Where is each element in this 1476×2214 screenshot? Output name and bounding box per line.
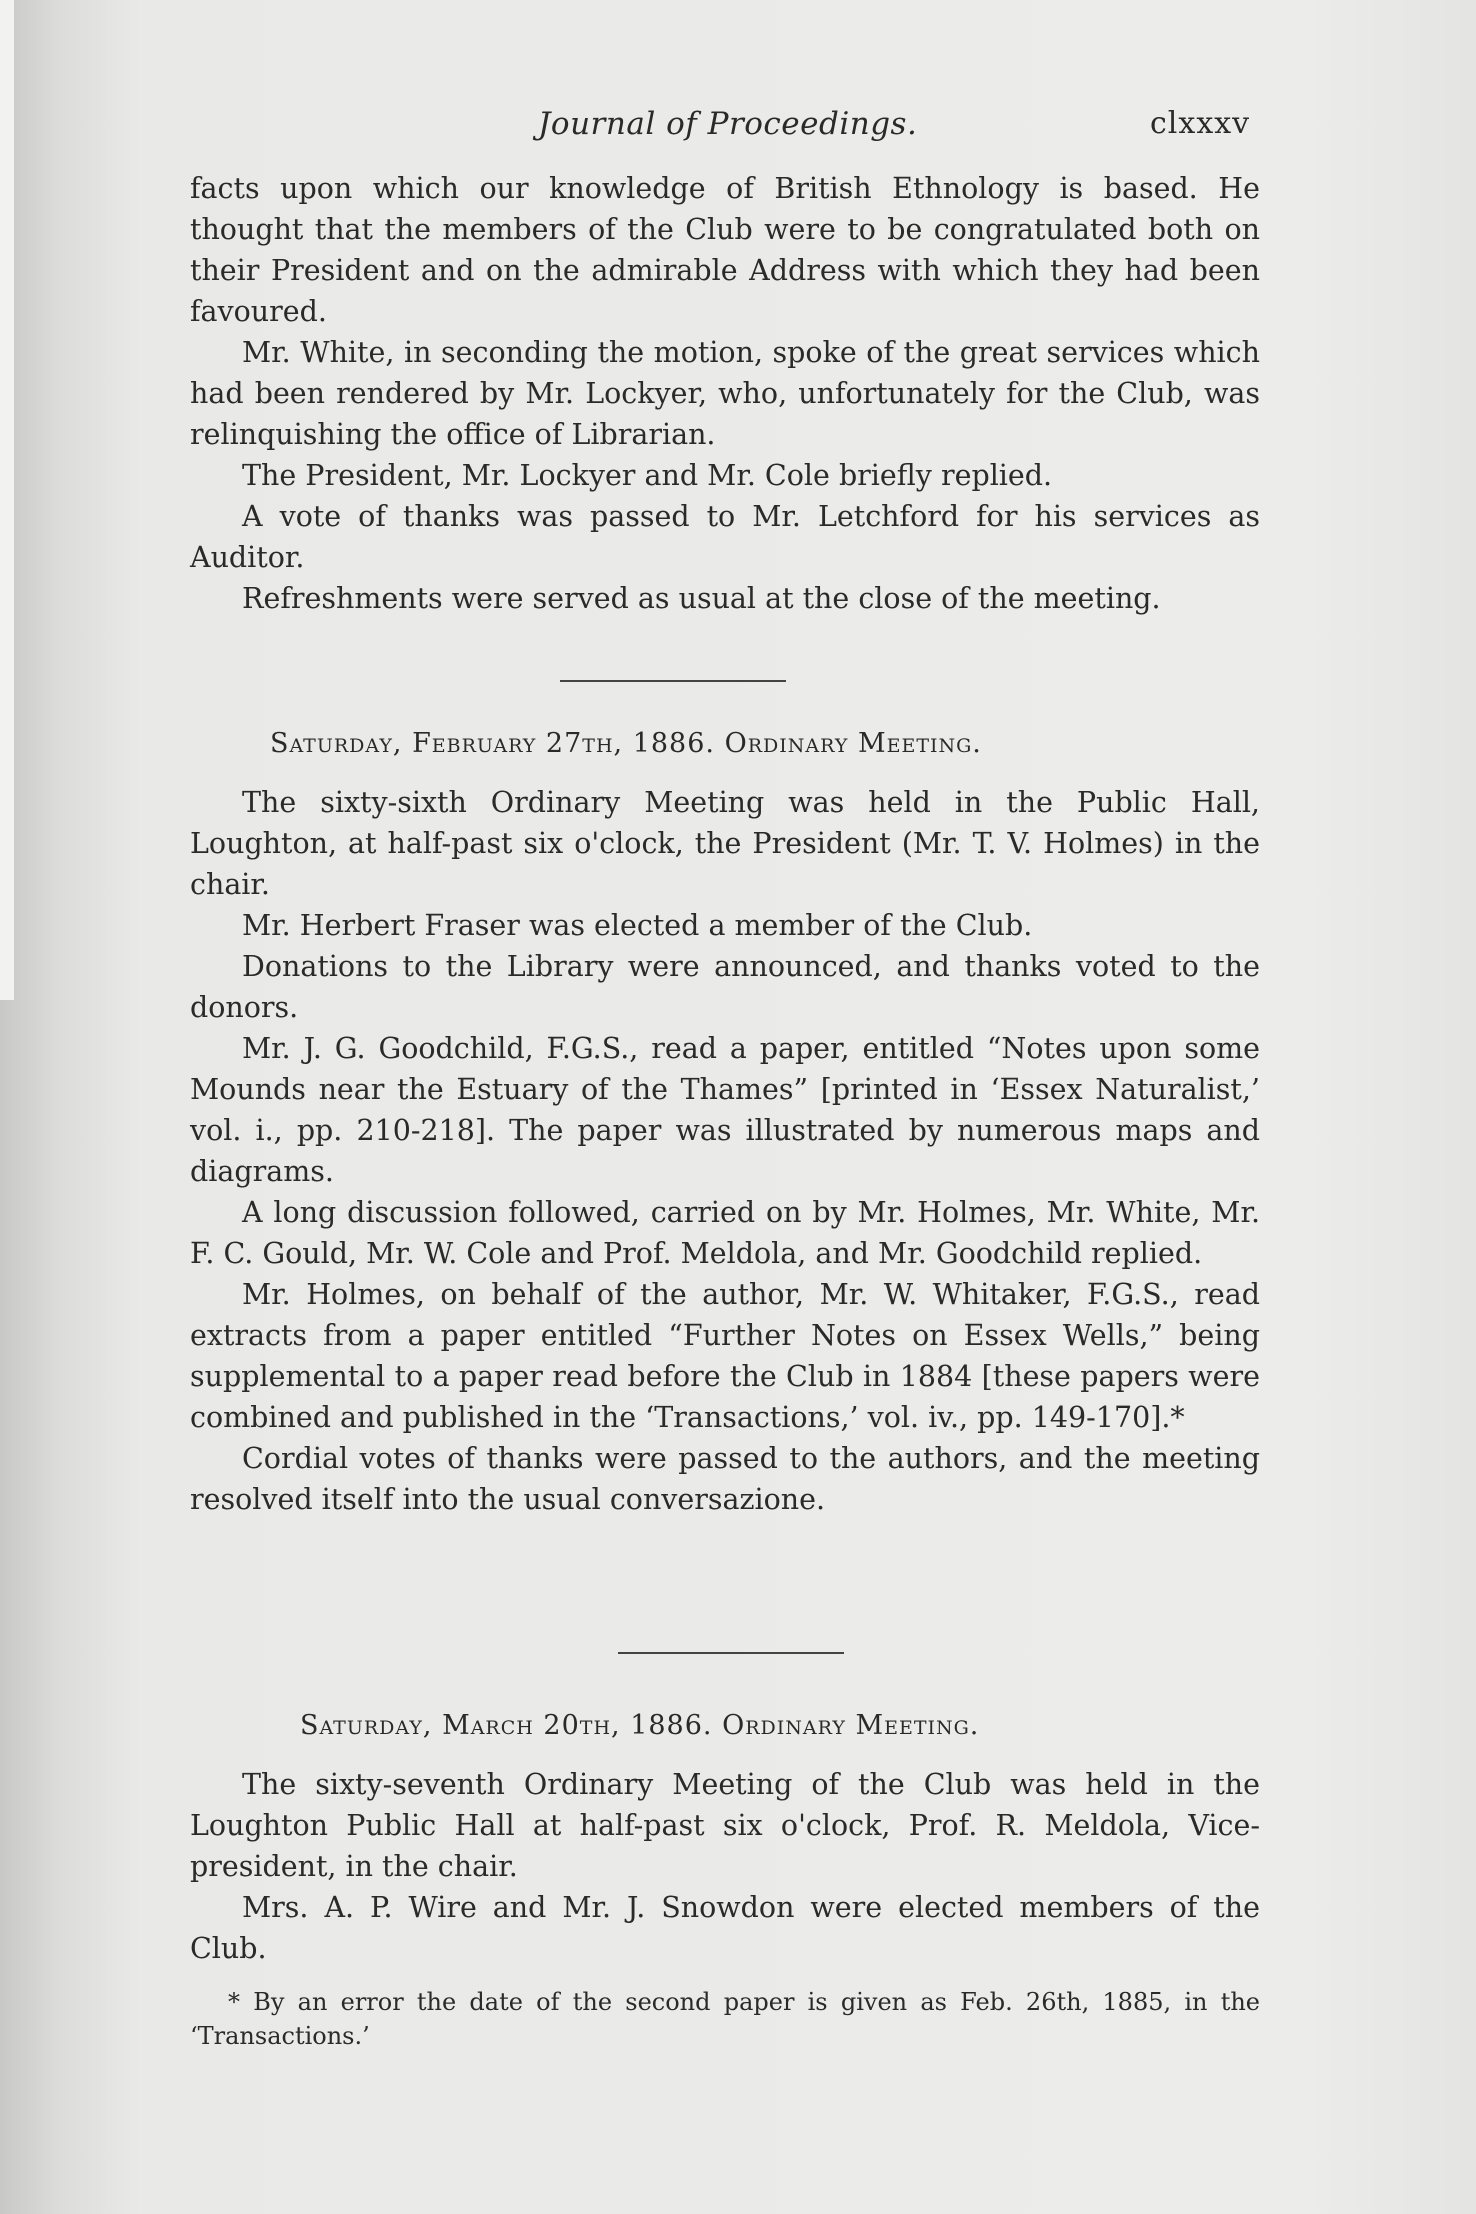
page-number: clxxxv (1150, 106, 1251, 141)
paragraph: Mr. J. G. Goodchild, F.G.S., read a paper, entitled “Notes upon some Mounds near the Estuary of the Thames” [printed in ‘Essex Naturalist,’ vol. i., pp. 210-218]. The paper was illustrated by numerous maps and diagrams. (190, 1032, 1260, 1188)
paragraph: Mr. Holmes, on behalf of the author, Mr. W. Whitaker, F.G.S., read extracts from a paper entitled “Further Notes on Essex Wells,” being supplemental to a paper read before the Club in 1884 [these papers were combined and published in the ‘Transactions,’ vol. iv., pp. 149-170].* (190, 1278, 1260, 1434)
footnote (190, 1985, 1260, 2053)
meeting-heading: Saturday, March 20th, 1886. Ordinary Meeting. (300, 1710, 980, 1741)
paragraph: Refreshments were served as usual at the close of the meeting. (242, 582, 1161, 615)
section-divider (618, 1652, 844, 1654)
paragraph: A long discussion followed, carried on by Mr. Holmes, Mr. White, Mr. F. C. Gould, Mr. W. Cole and Prof. Meldola, and Mr. Goodchild replied. (190, 1196, 1260, 1270)
paragraph: Donations to the Library were announced, and thanks voted to the donors. (190, 950, 1260, 1024)
page-header (0, 100, 1476, 150)
paragraph: The President, Mr. Lockyer and Mr. Cole briefly replied. (242, 459, 1053, 492)
paragraph: facts upon which our knowledge of British Ethnology is based. He thought that the members of the Club were to be congratulated both on their President and on the admirable Address with which they had been favoured. (190, 172, 1260, 328)
paragraph: A vote of thanks was passed to Mr. Letchford for his services as Auditor. (190, 500, 1260, 574)
section-continued-text (190, 168, 1260, 619)
running-title: Journal of Proceedings. (538, 106, 918, 142)
meeting-heading: Saturday, February 27th, 1886. Ordinary Meeting. (270, 728, 982, 759)
paragraph: The sixty-seventh Ordinary Meeting of the Club was held in the Loughton Public Hall at half-past six o'clock, Prof. R. Meldola, Vice-president, in the chair. (190, 1768, 1260, 1883)
meeting-march-text (190, 1764, 1260, 1969)
page-edge (0, 0, 14, 1000)
paragraph: Cordial votes of thanks were passed to the authors, and the meeting resolved itself into the usual conversazione. (190, 1442, 1260, 1516)
footnote-text: * By an error the date of the second paper is given as Feb. 26th, 1885, in the ‘Transactions.’ (190, 1988, 1260, 2050)
paragraph: The sixty-sixth Ordinary Meeting was held in the Public Hall, Loughton, at half-past six o'clock, the President (Mr. T. V. Holmes) in the chair. (190, 786, 1260, 901)
section-divider (560, 680, 786, 682)
meeting-february-text (190, 782, 1260, 1520)
paragraph: Mrs. A. P. Wire and Mr. J. Snowdon were elected members of the Club. (190, 1891, 1260, 1965)
paragraph: Mr. White, in seconding the motion, spoke of the great services which had been rendered by Mr. Lockyer, who, unfortunately for the Club, was relinquishing the office of Librarian. (190, 336, 1260, 451)
paragraph: Mr. Herbert Fraser was elected a member of the Club. (242, 909, 1033, 942)
